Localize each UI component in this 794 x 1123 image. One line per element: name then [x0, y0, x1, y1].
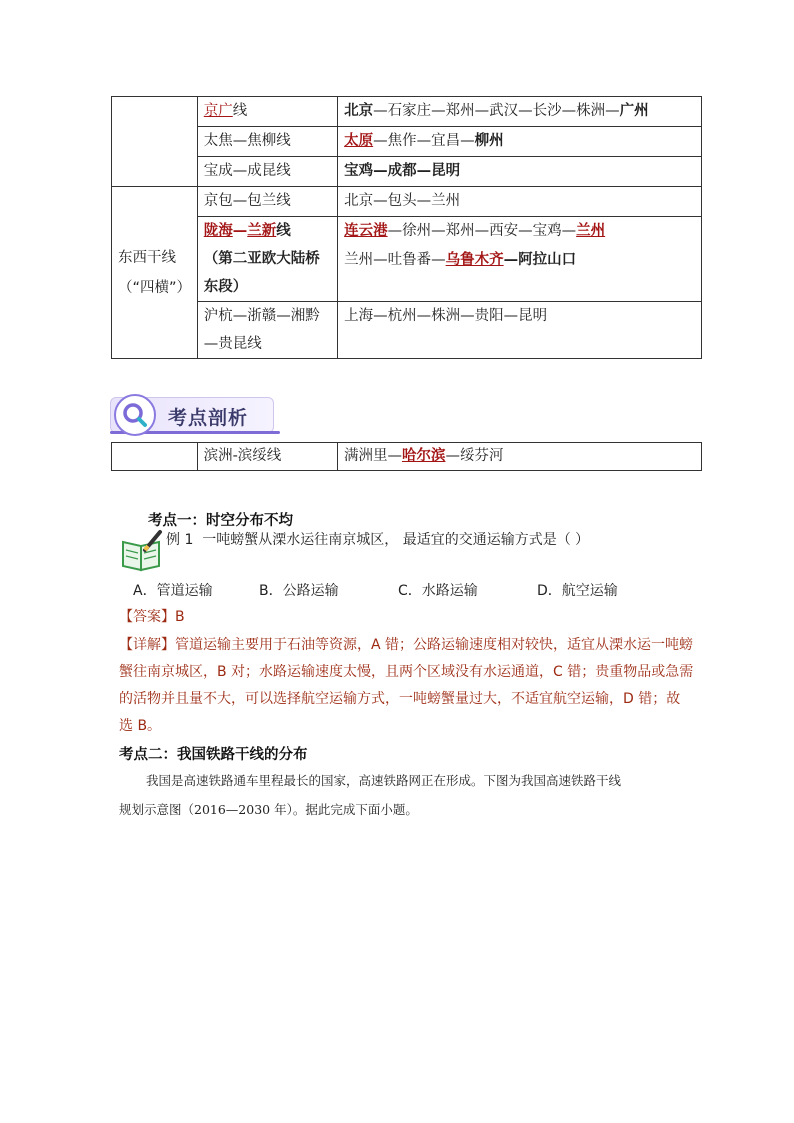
- line-cell: 滨洲-滨绥线: [197, 443, 337, 471]
- line-cell: 京包—包兰线: [197, 187, 337, 217]
- line-cell: 陇海—兰新线 （第二亚欧大陆桥东段）: [197, 217, 337, 302]
- table-row: [112, 97, 702, 127]
- magnifier-icon: [114, 394, 156, 436]
- section-heading: 考点二：我国铁路干线的分布: [119, 747, 308, 763]
- route-cell: 北京—石家庄—郑州—武汉—长沙—株洲—广州: [338, 97, 702, 127]
- table-row: [112, 217, 702, 302]
- route-cell: 上海—杭州—株洲—贵阳—昆明: [338, 302, 702, 359]
- table-row: [112, 187, 702, 217]
- option-a: A．管道运输: [133, 583, 213, 599]
- route-cell: 连云港—徐州—郑州—西安—宝鸡—兰州 兰州—吐鲁番—乌鲁木齐—阿拉山口: [338, 217, 702, 302]
- route-cell: 宝鸡—成都—昆明: [338, 157, 702, 187]
- section-banner: [110, 389, 278, 437]
- table-row: [112, 443, 702, 471]
- railway-table-continued: [111, 442, 702, 471]
- paragraph-line: 规划示意图（2016—2030 年）。据此完成下面小题。: [119, 802, 418, 817]
- line-cell: 京广线: [197, 97, 337, 127]
- banner-title: 考点剖析: [168, 407, 249, 429]
- category-cell: 东西干线（“四横”）: [112, 187, 198, 359]
- category-cell: [112, 443, 198, 471]
- railway-table: [111, 96, 702, 359]
- answer-line: 【答案】B: [119, 609, 185, 625]
- paragraph-line: 我国是高速铁路通车里程最长的国家，高速铁路网正在形成。下图为我国高速铁路干线: [146, 773, 622, 788]
- option-b: B．公路运输: [259, 583, 339, 599]
- table-row: [112, 302, 702, 359]
- example-question: [166, 529, 589, 549]
- line-cell: 宝成—成昆线: [197, 157, 337, 187]
- route-cell: 太原—焦作—宜昌—柳州: [338, 127, 702, 157]
- option-c: C．水路运输: [398, 583, 478, 599]
- question-text: 一吨螃蟹从溧水运往南京城区， 最适宜的交通运输方式是（ ）: [202, 532, 590, 548]
- route-cell: 满洲里—哈尔滨—绥芬河: [337, 443, 701, 471]
- option-d: D．航空运输: [537, 583, 618, 599]
- route-cell: 北京—包头—兰州: [338, 187, 702, 217]
- line-cell: 沪杭—浙赣—湘黔—贵昆线: [197, 302, 337, 359]
- book-pen-icon: [120, 528, 166, 572]
- line-cell: 太焦—焦柳线: [197, 127, 337, 157]
- answer-detail: 【详解】管道运输主要用于石油等资源，A 错；公路运输速度相对较快，适宜从溧水运一吨螃蟹往南京城区，B 对；水路运输速度太慢，且两个区域没有水运通道，C 错；贵重物品或急需的活物并且量不大，可以选择航空运输方式，一吨螃蟹量过大，不适宜航空运输，D 错；故选 B。: [119, 637, 694, 734]
- section-heading: 考点一：时空分布不均: [148, 513, 293, 529]
- example-label: 例 1: [166, 532, 194, 548]
- table-row: [112, 127, 702, 157]
- table-row: [112, 157, 702, 187]
- category-cell: [112, 97, 198, 187]
